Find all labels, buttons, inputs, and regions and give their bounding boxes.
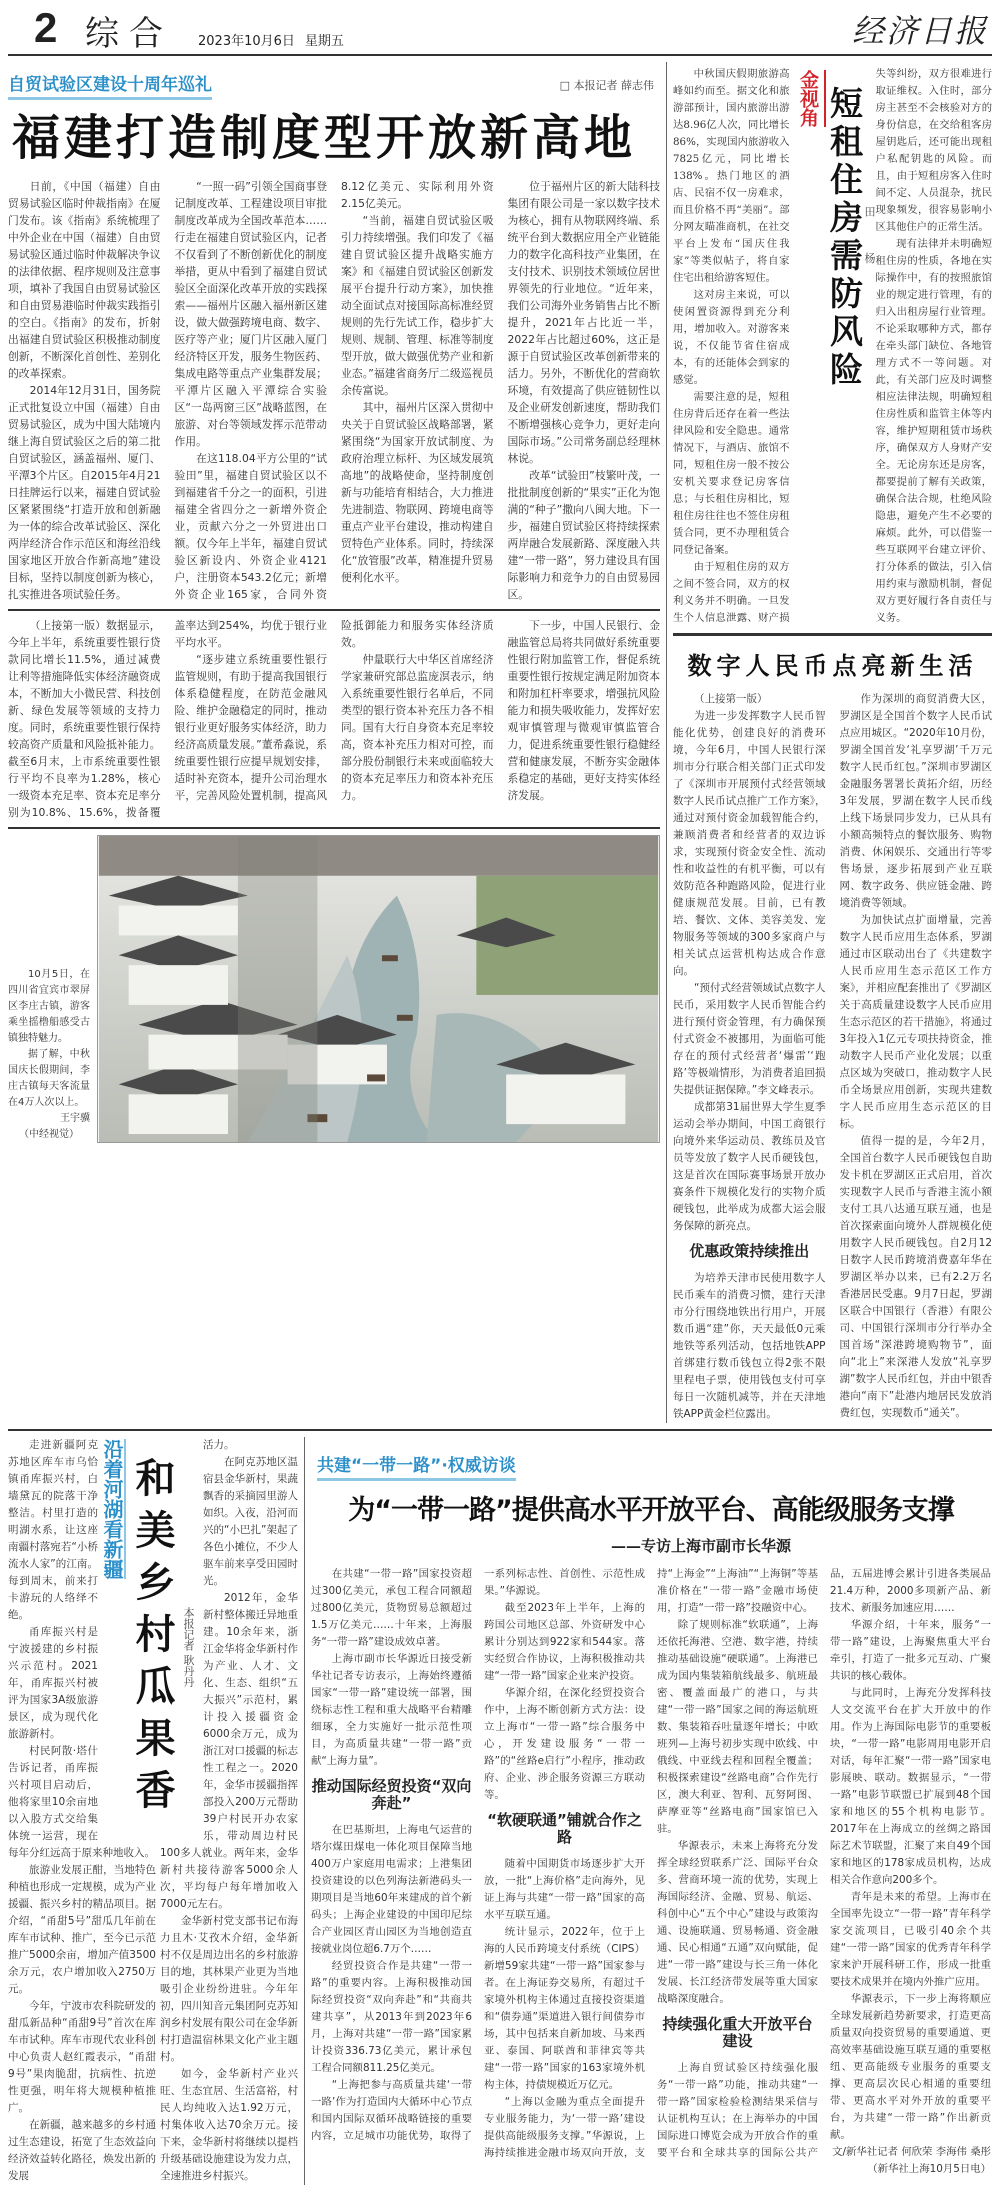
drmb-headline: 数字人民币点亮新生活 <box>687 651 978 680</box>
paragraph: 需要注意的是，短租住房背后还存在着一些法律风险和安全隐患。通常情况下，与酒店、旅馆不同，短租住房一般不按公安机关要求登记房客信息；与长租住房相比，短租住房往往也不签住房租赁合同，更不办理租赁合同登记备案。 <box>673 391 790 556</box>
paragraph: 华源表示，未来上海将充分发挥全球经贸联系广泛、国际平台众多、营商环境一流的优势，实现上海国际经济、金融、贸易、航运、科创中心“五个中心”建设与政策沟通、设施联通、贸易畅通、资金融通、民心相通“五通”双向赋能，促进“一带一路”建设与长三角一体化发展、长江经济带发展等重大国家战略深度融合。 <box>657 1840 818 2005</box>
section-name: 综合 <box>85 14 173 54</box>
paragraph: 今年，宁波市农科院研发的甜瓜新品种“甬甜9号”首次在库车市试种。库车市现代农业科创中心负责人赵红霞表示，“甬甜9号”果肉脆甜，抗病性、抗逆性更强，明年将大规模种植推广。 <box>8 2000 156 2114</box>
article-credit: 文/新华社记者 何欣荣 李海伟 桑彤 <box>832 2146 991 2158</box>
page-header <box>8 0 992 56</box>
xinjiang-headline: 和美乡村瓜果香 <box>129 1457 176 1821</box>
paragraph: 村民阿散·塔什告诉记者，甬库振兴村项目启动后，他将家里10余亩地以入股方式交给集体统一运营，现在每年分红远高于原来种地收入。 <box>8 1745 155 1859</box>
subheading: 持续强化重大开放平台建设 <box>662 2015 813 2050</box>
paragraph: （上接第一版） <box>694 693 768 705</box>
paragraph: 甬库振兴村是宁波援建的乡村振兴示范村。2021年，甬库振兴村被评为国家3A级旅游景区，成为现代化旅游新村。 <box>8 1626 98 1740</box>
belt-subtitle: ——专访上海市副市长华源 <box>610 1537 791 1555</box>
paragraph: 在阿克苏地区温宿县金华新村，果蔬飘香的采摘园里游人如织。入夜，沿河而兴的“小巴扎”架起了各色小摊位，不少人驱车前来享受田园时光。 <box>203 1456 298 1587</box>
paragraph: 活力。 <box>203 1439 235 1451</box>
news-photo-ancient-town <box>97 835 660 1143</box>
xinjiang-article <box>8 1437 298 2185</box>
paragraph: 为培养天津市民使用数字人民币乘车的消费习惯，建行天津市分行围绕地铁出行用户，开展数币遇“建”你，天天最低0元乘地铁等系列活动，包括地铁APP首绑建行数币钱包立得2张不限里程电子票，使用钱包支付可享每日一次随机减等，并在天津地铁APP黄金栏位露出。 <box>673 1272 826 1420</box>
paragraph: 改革“试验田”枝繁叶茂，一批批制度创新的“果实”正化为饱满的“种子”撒向八闽大地。下一步，福建自贸试验区将持续探索两岸融合发展新路、深度融入共建“一带一路”，努力建设具有国际影响力和竞争力的自由贸易园区。 <box>507 469 660 601</box>
paragraph: （上接第一版）数据显示，今年上半年，系统重要性银行贷款同比增长11.5%，通过减费让利等措施降低实体经济融资成本，不断加大小微民营、科技创新、绿色发展等领域的支持力度。同时，系统重要性银行保持较高资产质量和风险抵补能力。截至6月末，上市系统重要性银行平均不良率为1.28%，核心一级资本充足率、资本充足率分别为10.8%、15.6%，拨备覆盖率达到254%，均优于银行业平均水平。 <box>8 619 327 819</box>
paragraph: “上海把参与高质量共建‘一带一路’作为打造国内大循环中心节点和国内国际双循环战略链接的重要内容，立足城市功能优势，取得了一系列标志性、首创性、示范性成果。”华源说。 <box>311 1568 645 2142</box>
paragraph: 旅游业发展正酣，当地特色种植也形成一定规模，成为产业援疆、振兴乡村的精品项目。据介绍，“甬甜5号”甜瓜几年前在库车市试种、推广，至今已示范推广5000余亩，增加产值3500余万元，农户增加收入2750万元。 <box>8 1864 156 1995</box>
paragraph: 下一步，中国人民银行、金融监管总局将共同做好系统重要性银行附加监管工作，督促系统重要性银行按规定满足附加资本和附加杠杆率要求，增强抗风险能力和损失吸收能力，发挥好宏观审慎管理与微观审慎监管合力，促进系统重要性银行稳健经营和健康发展，不断夯实金融体系稳定的基础，更好支持实体经济发展。 <box>507 619 660 802</box>
drmb-body <box>673 691 992 1423</box>
fujian-byline: □ 本报记者 薛志伟 <box>559 79 654 92</box>
photographer: 王宇骥 <box>60 1113 90 1124</box>
paragraph: 仲量联行大中华区首席经济学家兼研究部总监庞溟表示，纳入系统重要性银行名单后，不同类型的银行资本补充压力各不相同。国有大行自身资本充足率较高，资本补充压力相对可控，而部分股份制银行未来或面临较大的资本充足率压力和资本补充压力。 <box>341 653 494 802</box>
xinjiang-byline: 本报记者 耿丹丹 <box>182 1607 195 1688</box>
subheading: “软硬联通”铺就合作之路 <box>487 1811 642 1846</box>
column-title: 短租住房需防风险 <box>825 86 864 390</box>
belt-body <box>311 1566 991 2178</box>
belt-headline: 为“一带一路”提供高水平开放平台、高能级服务支撑 <box>348 1495 954 1526</box>
paragraph: 2012年，金华新村整体搬迁异地重建。10余年来，浙江金华将金华新村作为产业、人才、文化、生态、组织“五大振兴”示范村，累计投入援疆资金6000余万元，成为浙江对口援疆的标志性工程之一。2020年，金华市援疆指挥部投入200万元帮助39户村民开办农家乐，带动周边村民100多人就业。两年来，金华新村共接待游客5000余人次，平均每户每年增加收入7000元左右。 <box>160 1592 298 1910</box>
issue-date: 2023年10月6日 <box>198 34 295 49</box>
paragraph: 华源介绍，在深化经贸投资合作中，上海不断创新方式方法：设立上海市“一带一路”综合服务中心，开发建设服务“一带一路”的“丝路e启行”小程序，推动政府、企业、涉企服务资源三方联动等。 <box>484 1687 645 1801</box>
paragraph: 由于短租住房的双方之间不签合同，双方的权利义务并不明确。一旦发生个人信息泄露、财产损失等纠纷，双方很难进行取证维权。入住时，部分房主甚至不会核验对方的身份信息，在交给租客房屋钥匙后，还可能出现租户私配钥匙的风险。而且，由于短租房客入住时间不定、人员混杂，扰民现象频发，很容易影响小区其他住户的正常生活。 <box>673 68 992 624</box>
paragraph: 随着中国期货市场逐步扩大开放，一批“上海价格”走向海外，见证上海与共建“一带一路”国家的高水平互联互通。 <box>484 1858 645 1921</box>
divider <box>8 609 660 611</box>
paragraph: 这对房主来说，可以使闲置资源得到充分利用，增加收入。对游客来说，不仅能节省住宿成本，有的还能体会到家的感觉。 <box>673 289 790 386</box>
photo-illustration <box>98 836 659 1142</box>
paragraph: 与此同时，上海充分发挥科技人文交流平台在扩大开放中的作用。作为上海国际电影节的重要板块，“一带一路”电影周用电影开启对话，每年汇聚“一带一路”国家电影展映、联动。数据显示，“一带一路”电影节联盟已扩展到48个国家和地区的55个机构电影节。2017年在上海成立的丝绸之路国际艺术节联盟，汇聚了来自49个国家和地区的178家成员机构，达成相关合作意向200多个。 <box>830 1687 991 1886</box>
column-label: 金视角 <box>795 70 826 127</box>
xinjiang-kicker: 沿着河湖看新疆 <box>100 1439 124 1579</box>
fujian-headline: 福建打造制度型开放新高地 <box>12 110 637 166</box>
caption-line: 10月5日，在四川省宜宾市翠屏区李庄古镇，游客乘坐摇橹船感受古镇独特魅力。 <box>8 969 90 1044</box>
xinjiang-body-right <box>160 1437 298 2185</box>
left-stack <box>8 62 660 1423</box>
paragraph: 除了规则标准“软联通”，上海还依托海港、空港、数字港，持续推动基础设施“硬联通”。上海港已成为国内集装箱航线最多、航班最密、覆盖面最广的港口，与共建“一带一路”国家之间的海运航班数、集装箱吞吐量逐年增长；中欧班列—上海号初步实现中欧线、中俄线、中亚线去程和回程全覆盖；积极探索建设“丝路电商”合作先行区，澳大利亚、智利、瓦努阿图、萨摩亚等“丝路电商”国家馆已入驻。 <box>657 1619 818 1835</box>
paragraph: 在新疆，越来越多的乡村通过生态建设，拓宽了生态效益向经济效益转化路径，焕发出新的发展 <box>8 2119 156 2182</box>
article-credit: （新华社上海10月5日电） <box>867 2163 991 2175</box>
paragraph: “逐步建立系统重要性银行监管规则，有助于提高我国银行体系稳健程度，在防范金融风险、维护金融稳定的同时，推动银行业更好服务实体经济，助力经济高质量发展。”董希淼说，系统重要性银行应提早规划安排，适时补充资本，提升公司治理水平，完善风险处置机制，提高风险抵御能力和服务实体经济质效。 <box>174 619 494 802</box>
paragraph: 金华新村党支部书记布海力且木·艾孜木介绍，金华新村不仅是周边出名的乡村旅游目的地，其林果产业更为当地吸引企业纷纷进驻。今年年初，四川知音元集团阿克苏知润乡村发展有限公司在金华新村打造温宿林果文化产业主题村。 <box>160 1915 298 2063</box>
photo-caption <box>8 967 90 1143</box>
paragraph: 华源介绍，十年来，服务“一带一路”建设，上海聚焦重大平台牵引，打造了一批多元互动、广聚共识的核心载体。 <box>830 1619 991 1682</box>
divider <box>8 827 660 829</box>
paragraph: 截至2023年上半年，上海的跨国公司地区总部、外资研发中心累计分别达到922家和544家。落实经贸合作协议，上海积极推动共建“一带一路”国家企业来沪投资。 <box>484 1602 645 1682</box>
belt-article <box>311 1437 991 2185</box>
page-number: 2 <box>34 4 58 51</box>
photo-source: （中经视觉） <box>19 1129 79 1140</box>
paragraph: “一照一码”引领全国商事登记制度改革、工程建设项目审批制度改革成为全国改革范本……行走在福建自贸试验区内，记者不仅看到了不断创新优化的制度举措，更从中看到了福建自贸试验区全面深化改革开放的实践探索——福州片区融入福州新区建设，做大做强跨境电商、数字、医疗等产业；厦门片区融入厦门经济特区开发，服务生物医药、集成电路等重点产业集群发展；平潭片区融入平潭综合实验区“一岛两窗三区”战略蓝图，在旅游、对台等领域发挥示范带动作用。 <box>174 180 327 448</box>
column-author: 田 杨 <box>863 206 876 280</box>
bottom-section <box>8 1437 992 2185</box>
paragraph: 统计显示，2022年，位于上海的人民币跨境支付系统（CIPS）新增59家共建“一带一路”国家参与者。在上海证券交易所，有超过千家境外机构主体通过直接投资渠道和“债券通”渠道进入银行间债券市场，其中包括来自新加坡、马来西亚、泰国、阿联酋和菲律宾等共建“一带一路”国家的163家境外机构主体，持债规模近万亿元。 <box>484 1926 645 2091</box>
paragraph: 如今，金华新村产业兴旺、生态宜居、生活富裕，村民人均纯收入达1.92万元，村集体收入达70余万元。接下来，金华新村将继续以提档升级基础设施建设为发力点，全速推进乡村振兴。 <box>160 2068 298 2182</box>
paragraph: 作为深圳的商贸消费大区，罗湖区是全国首个数字人民币试点应用城区。“2020年10月份，罗湖全国首发‘礼享罗湖’千万元数字人民币红包。”深圳市罗湖区金融服务署署长黄拓介绍，历经3年发展，罗湖在数字人民币线上线下场景同步发力，已从具有小额高频特点的餐饮服务、购物消费、休闲娱乐、交通出行等零售场景，逐步拓展到产业互联网、数字政务、供应链金融、跨境消费等领域。 <box>839 693 992 909</box>
fujian-body <box>8 178 660 603</box>
paragraph: 为加快试点扩面增量，完善数字人民币应用生态体系，罗湖通过市区联动出台了《共建数字人民币应用生态示范区工作方案》，并相应配套推出了《罗湖区关于高质量建设数字人民币应用生态示范区的若干措施》，将通过3年投入1亿元专项扶持资金，推动数字人民币产业化发展；以重点区域为突破口，推动数字人民币全场景应用创新，实现共建数字人民币应用生态示范区的目标。 <box>839 914 992 1130</box>
paragraph: 华源表示，下一步上海将顺应全球发展新趋势新要求，打造更高质量双向投资贸易的重要通道、更高效率基础设施互联互通的重要枢纽、更高能级专业服务的重要支撑、更高层次民心相通的重要纽带、更高水平对外开放的重要平台，为共建“一带一路”作出新贡献。 <box>830 1993 991 2141</box>
belt-kicker: 共建“一带一路”·权威访谈 <box>317 1451 516 1481</box>
issue-weekday: 星期五 <box>304 34 344 49</box>
paragraph: 经贸投资合作是共建“一带一路”的重要内容。上海积极推动国际经贸投资“双向奔赴”和“共商共建共享”，从2013年到2023年6月，上海对共建“一带一路”国家累计投资336.73亿美元，累计承包工程合同额811.25亿美元。 <box>311 1960 472 2074</box>
masthead-logo: 经济日报 <box>851 12 988 50</box>
subheading: 优惠政策持续推出 <box>689 1242 810 1260</box>
subheading: 推动国际经贸投资“双向奔赴” <box>311 1777 472 1812</box>
divider <box>8 1429 992 1431</box>
column-piece <box>673 66 992 627</box>
paragraph: 现有法律并未明确短租住房的性质，各地在实际操作中，有的按照旅馆业的规定进行管理，有的归入出租房屋行业管理。不论采取哪种方式，都存在牵头部门缺位、各地管理方式不一等问题。对此，有关部门应及时调整相应法律法规，明确短租住房性质和监管主体等内容，维护短期租赁市场秩序，确保双方人身财产安全。无论房东还是房客，都要提前了解有关政策，确保合法合规，杜绝风险隐患，避免产生不必要的麻烦。此外，可以借鉴一些互联网平台建立评价、打分体系的做法，引入信用约束与激励机制，督促双方更好履行各自责任与义务。 <box>875 238 992 624</box>
paragraph: 值得一提的是，今年2月，全国首台数字人民币硬钱包自助发卡机在罗湖区正式启用，首次实现数字人民币与香港主流小额支付工具八达通互联互通，也是首次探索面向境外人群规模化使用数字人民币硬钱包。自2月12日数字人民币跨境消费嘉年华在罗湖区举办以来，已有2.2万名香港居民受惠。9月7日起，罗湖区联合中国银行（香港）有限公司、中国银行深圳市分行举办全国首场“深港跨境购物节”，面向“北上”来深港人发放“礼享罗湖”数字人民币红包，并由中银香港向“南下”赴港内地居民发放消费红包，实现数币“通关”。 <box>839 1135 992 1419</box>
caption-line: 据了解，中秋国庆长假期间，李庄古镇每天客流量在4万人次以上。 <box>8 1049 90 1108</box>
paragraph: 为进一步发挥数字人民币智能化优势，创建良好的消费环境，今年6月，中国人民银行深圳市分行联合相关部门正式印发了《深圳市开展预付式经营领域数字人民币试点推广工作方案》，通过对预付资金加载智能合约，兼顾消费者和经营者的双边诉求，实现预付资金安全性、流动性和收益性的有机平衡，可以有效防范各种跑路风险，促进行业健康规范发展。目前，已有教培、餐饮、文体、美容美发、宠物服务等领域的300多家商户与相关试点运营机构达成合作意向。 <box>673 710 826 977</box>
top-section <box>8 62 992 1423</box>
paragraph: 中秋国庆假期旅游高峰如约而至。据文化和旅游部预计，国内旅游出游达8.96亿人次，同比增长86%，实现国内旅游收入7825亿元，同比增长138%。热门地区的酒店、民宿不仅一房难求，而且价格不再“美丽”。部分网友瞄准商机，在社交平台上发布“国庆住我家”等类似帖子，将自家住宅出租给游客短住。 <box>673 68 790 284</box>
paragraph: 日前，《中国（福建）自由贸易试验区临时仲裁指南》在厦门发布。该《指南》系统梳理了中外企业在中国（福建）自由贸易试验区通过临时仲裁解决争议的法律依据、程序规则及注意事项，填补了我国自由贸易试验区和自由贸易港临时仲裁实践指引的空白。《指南》的发布，折射出福建自贸试验区积极推动制度创新，不断深化首创性、差别化的改革探索。 <box>8 180 161 380</box>
dateline <box>198 30 344 49</box>
paragraph: 在共建“一带一路”国家投资超过300亿美元，承包工程合同额超过800亿美元，货物贸易总额超过1.5万亿美元……十年来，上海服务“一带一路”建设成效卓著。 <box>311 1568 472 1648</box>
paragraph: 走进新疆阿克苏地区库车市乌恰镇甬库振兴村，白墙黛瓦的院落干净整洁。村里打造的明湖水系，让这座南疆村落宛若“小桥流水人家”的江南。每到周末，前来打卡游玩的人络绎不绝。 <box>8 1439 98 1621</box>
paragraph: “当前，福建自贸试验区吸引力持续增强。我们印发了《福建自贸试验区提升战略实施方案》和《福建自贸试验区创新发展平台提升行动方案》，加快推动全面试点对接国际高标准经贸规则的先行先试工作，稳步扩大规则、规制、管理、标准等制度型开放，做大做强优势产业和新业态。”福建省商务厅二级巡视员余传富说。 <box>341 214 494 397</box>
paragraph: 位于福州片区的新大陆科技集团有限公司是一家以数字技术为核心，拥有从物联网终端、系统平台到大数据应用全产业链能力的数字化高科技产业集团，在支付技术、识别技术领域位居世界领先的行业地位。“近年来，我们公司海外业务销售占比不断提升，2021年占比近一半，2022年占比超过60%，这正是源于自贸试验区改革创新带来的活力。另外，不断优化的营商软环境，有效提高了供应链韧性以及企业研发创新速度，帮助我们不断增强核心竞争力，更好走向国际市场。”公司常务副总经理林林说。 <box>507 180 660 465</box>
paragraph: 成都第31届世界大学生夏季运动会举办期间，中国工商银行向境外来华运动员、教练员及官员等发放了数字人民币硬钱包，这是首次在国际赛事场景开放办赛条件下规模化发行的实物介质硬钱包，此举成为成都大运会服务保障的新亮点。 <box>673 1101 826 1232</box>
paragraph: 上海市副市长华源近日接受新华社记者专访表示，上海始终遵循国家“一带一路”建设统一部署，围绕标志性工程和重大战略平台精雕细琢，全力实施好一批示范性项目，为高质量共建“一带一路”贡献“上海力量”。 <box>311 1653 472 1767</box>
paragraph: “预付式经营领域试点数字人民币，采用数字人民币智能合约进行预付资金管理，有力确保预付式资金不被挪用，为面临可能存在的预付式经营者‘爆雷’‘跑路’等极端情形，为消费者追回损失提供证据保障。”李文峰表示。 <box>673 982 826 1096</box>
bank-article-body <box>8 617 660 821</box>
paragraph: 上海自贸试验区持续强化服务“一带一路”功能，推动共建“一带一路”国家检验检测结果采信与认证机构互认；在上海举办的中国国际进口博览会成为开放合作的重要平台和全球共享的国际公共产品，五届进博会累计引进各类展品21.4万种，2000多项新产品、新技术、新服务加速应用…… <box>657 1568 991 2159</box>
column-divider <box>666 62 667 1423</box>
paragraph: 其中，福州片区深入贯彻中央关于自贸试验区战略部署，紧紧围绕“为国家开放试制度、为政府治理立标杆、为区域发展筑高地”的战略使命，坚持制度创新与功能培育相结合，大力推进先进制造、物联网、跨境电商等重点产业平台建设，推动构建自贸特色产业体系。同时，持续深化“放管服”改革，精准提升贸易便利化水平。 <box>341 401 494 584</box>
fujian-kicker: 自贸试验区建设十周年巡礼 <box>8 70 212 100</box>
paragraph: 2014年12月31日，国务院正式批复设立中国（福建）自由贸易试验区，成为中国大陆境内继上海自贸试验区之后的第二批自贸试验区，涵盖福州、厦门、平潭3个片区。自2015年4月21日挂牌运行以来，福建自贸试验区紧紧围绕“打造开放和创新融为一体的综合改革试验区、深化两岸经济合作示范区和海丝沿线国家地区开放合作新高地”建设目标，坚持以制度创新为核心，扎实推进各项试验任务。 <box>8 384 161 601</box>
paragraph: “上海以金融为重点全面提升专业服务能力，为‘一带一路’建设提供高能级服务支撑。”华源说，上海持续推进金融市场双向开放，支持“上海金”“上海油”“上海铜”等基准价格在“一带一路”金融市场使用，打造“一带一路”投融资中心。 <box>484 1568 818 2159</box>
column-divider <box>304 1437 305 2185</box>
divider <box>673 633 992 636</box>
fujian-kicker-row <box>8 70 660 100</box>
photo-row <box>8 835 660 1143</box>
paragraph: 在巴基斯坦，上海电气运营的塔尔煤田煤电一体化项目保障当地400万户家庭用电需求；上港集团投资建设的以色列海法新港码头一期项目是当地60年来建成的首个新码头；上海企业建设的中国印尼综合产业园区青山园区为当地创造直接就业岗位超6.7万个…… <box>311 1824 472 1955</box>
paragraph: 在这118.04平方公里的“试验田”里，福建自贸试验区以不到福建省千分之一的面积，引进福建全省四分之一新增外资企业，贡献六分之一外贸进出口额。仅今年上半年，福建自贸试验区新设内、外资企业4121户，注册资本543.2亿元；新增外资企业165家，合同外资8.12亿美元、实际利用外资2.15亿美元。 <box>174 180 494 601</box>
right-stack <box>673 62 992 1423</box>
paragraph: 青年是未来的希望。上海市在全国率先设立“一带一路”青年科学家交流项目，已吸引40余个共建“一带一路”国家的优秀青年科学家来沪开展科研工作，形成一批重要技术成果并在境内外推广应用。 <box>830 1891 991 1988</box>
